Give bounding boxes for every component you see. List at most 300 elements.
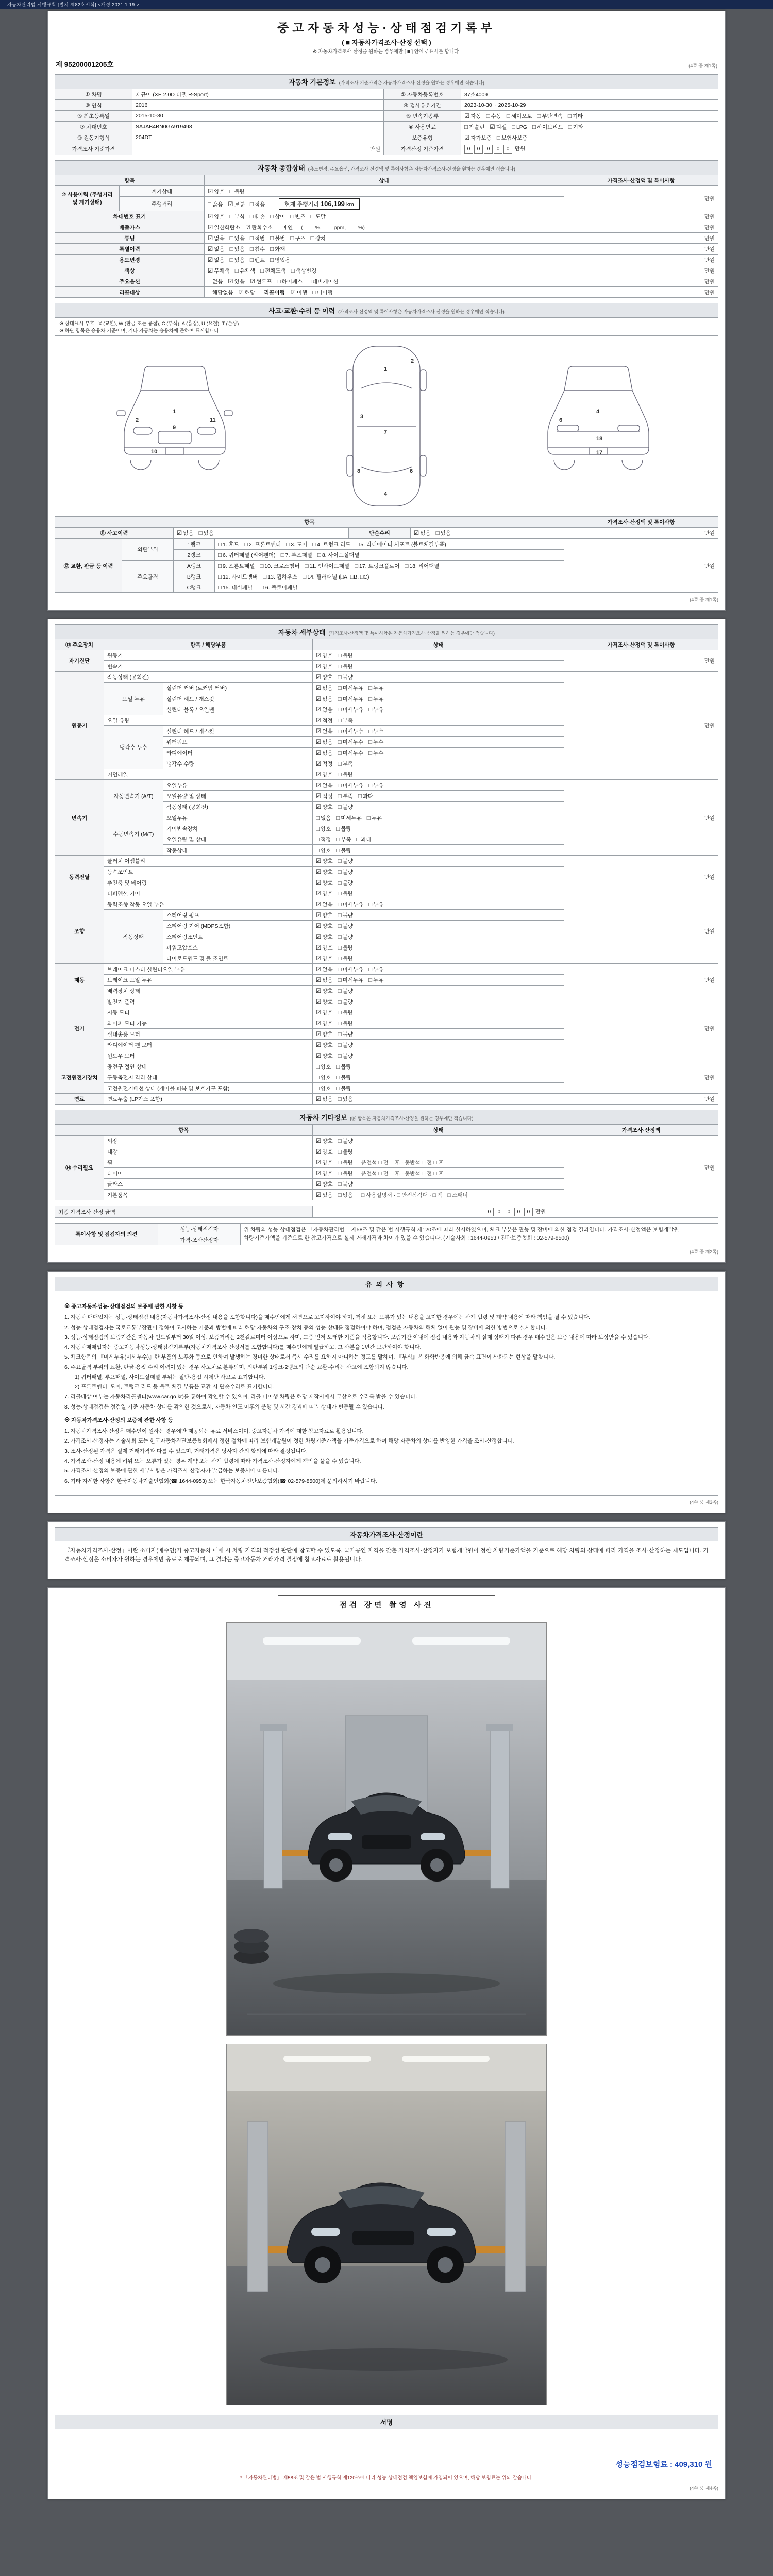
checkbox-checked[interactable]: ☑ 양호 [316, 1138, 333, 1144]
checkbox-checked[interactable]: ☑ 일산화탄소 [208, 224, 241, 231]
checkbox-unchecked[interactable]: □ 있음 [229, 246, 245, 252]
checkbox-unchecked[interactable]: □ 색상변경 [291, 267, 317, 274]
checkbox-unchecked[interactable]: □ 불량 [338, 1159, 353, 1166]
checkbox-unchecked[interactable]: □ 2. 프론트펜더 [244, 541, 281, 548]
checkbox-icon: ☑ [228, 278, 233, 285]
checkbox-unchecked[interactable]: □ 미세누유 [336, 815, 362, 821]
checkbox-unchecked[interactable]: □ 불량 [338, 1042, 353, 1048]
checkbox-unchecked[interactable]: □ 없음 [338, 1192, 353, 1198]
column-header: 항목 [55, 517, 564, 528]
checkbox-unchecked[interactable]: □ 불량 [338, 1181, 353, 1188]
checkbox-unchecked[interactable]: □ 미세누유 [338, 977, 364, 984]
checkbox-unchecked[interactable]: □ 장치 [310, 235, 326, 242]
checkbox-checked[interactable]: ☑ 없음 [316, 728, 333, 735]
checkbox-checked[interactable]: ☑ 양호 [316, 1170, 333, 1177]
checkbox-checked[interactable]: ☑ 없음 [414, 530, 431, 536]
device-group-label: 연료 [55, 1094, 104, 1105]
checkbox-checked[interactable]: ☑ 썬루프 [249, 278, 272, 285]
section-title: 자동차 기타정보 [299, 1114, 347, 1122]
checkbox-unchecked[interactable]: □ 영업용 [270, 257, 291, 263]
accident-history-table [55, 516, 718, 538]
item-label: 작동상태 (공회전) [104, 672, 313, 683]
checkbox-icon: □ [316, 1074, 320, 1081]
checkbox-unchecked[interactable]: □ 불량 [338, 1170, 353, 1177]
checkbox-icon: ☑ [290, 289, 296, 296]
checkbox-checked[interactable]: ☑ 없음 [316, 901, 333, 908]
checkbox-unchecked[interactable]: □ 네비게이션 [308, 278, 339, 285]
checkbox-unchecked[interactable]: □ 미세누수 [338, 750, 364, 756]
price-cell: 만원 [564, 528, 718, 538]
checkbox-unchecked[interactable]: □ 매연 [277, 224, 293, 231]
page-marker: (4쪽 중 제3쪽) [690, 1499, 718, 1505]
checkbox-checked[interactable]: ☑ 적정 [316, 760, 333, 767]
price-cell: 만원 [564, 964, 718, 996]
checkbox-unchecked[interactable]: □ 누수 [368, 728, 384, 735]
checkbox-unchecked[interactable]: □ 불량 [338, 1053, 353, 1059]
device-group-label: 제동 [55, 964, 104, 996]
checkbox-unchecked[interactable]: □ 불량 [338, 934, 353, 940]
checkbox-checked[interactable]: ☑ 양호 [316, 804, 333, 810]
notice-item: 4. 자동차매매업자는 중고자동차성능·상태점검기록부(자동차가격조사·산정서를 포함합니다)를 매수인에게 발급하고, 그 사본을 1년간 보관하여야 합니다. [64, 1344, 422, 1351]
device-group-label: 고전원전기장치 [55, 1061, 104, 1094]
checkbox-checked[interactable]: ☑ 무채색 [208, 267, 230, 274]
checkbox-unchecked[interactable]: □ 없음 [316, 815, 331, 821]
checkbox-icon: ☑ [316, 663, 322, 670]
price-unit: 만원 [514, 145, 526, 152]
checkbox-unchecked[interactable]: □ 수동 [486, 113, 501, 120]
checkbox-checked[interactable]: ☑ 없음 [316, 739, 333, 745]
checkbox-icon: □ [338, 1009, 342, 1016]
checkbox-unchecked[interactable]: □ 13. 휠하우스 [263, 573, 298, 580]
price-cell: 만원 [564, 222, 718, 233]
checkbox-unchecked[interactable]: □ 구조 [290, 235, 306, 242]
checkbox-checked[interactable]: ☑ 양호 [316, 1148, 333, 1155]
checkbox-unchecked[interactable]: □ 11. 인사이드패널 [305, 563, 350, 569]
checkbox-checked[interactable]: ☑ 있음 [316, 1192, 333, 1198]
checkbox-unchecked[interactable]: □ 불량 [338, 1148, 353, 1155]
checkbox-unchecked[interactable]: □ 없음 [208, 278, 223, 285]
group-label: 배출가스 [55, 222, 205, 233]
checkbox-icon: □ [338, 879, 342, 886]
item-label: 충전구 절연 상태 [104, 1061, 313, 1072]
item-label: 내장 [104, 1146, 313, 1157]
checkbox-unchecked[interactable]: □ 부족 [338, 793, 353, 800]
checkbox-unchecked[interactable]: □ 누수 [368, 750, 384, 756]
checkbox-unchecked[interactable]: □ 불량 [338, 923, 353, 929]
checkbox-icon: ☑ [208, 224, 213, 231]
checkbox-unchecked[interactable]: □ 있음 [435, 530, 451, 536]
column-header: 상태 [313, 639, 564, 650]
table-row [55, 100, 718, 111]
item-state [313, 812, 564, 823]
checkbox-unchecked[interactable]: □ 화재 [270, 246, 285, 252]
notice-item: 1. 자동차 매매업자는 성능·상태점검 내용(자동차가격조사·산정 내용을 포함합니다)을 매수인에게 서면으로 고지하여야 하며, 거짓 또는 오류가 있는 내용을 고지한 경우에는 관계 법령 및 계약 내용에 따라 책임을 질 수 있습니다. [64, 1314, 591, 1321]
checkbox-icon: □ [338, 793, 342, 800]
checkbox-checked[interactable]: ☑ 양호 [316, 923, 333, 929]
item-state [313, 1190, 564, 1200]
rank2-parts [215, 550, 564, 561]
checkbox-unchecked[interactable]: □ 불량 [338, 998, 353, 1005]
checkbox-checked[interactable]: ☑ 양호 [316, 1031, 333, 1038]
checkbox-icon: □ [270, 246, 274, 252]
checkbox-icon: □ [338, 869, 342, 875]
price-cell: 만원 [564, 1094, 718, 1105]
amount-digit: 0 [505, 1208, 513, 1216]
checkbox-checked[interactable]: ☑ 없음 [316, 782, 333, 789]
checkbox-unchecked[interactable]: □ 불량 [338, 1020, 353, 1027]
checkbox-icon: □ [316, 825, 320, 832]
section-note: (가격조사·산정액 및 특이사항은 자동차가격조사·산정을 원하는 경우에만 적습니다) [328, 631, 495, 636]
checkbox-icon: □ [310, 213, 314, 220]
checkbox-unchecked[interactable]: □ 하이브리드 [532, 124, 563, 130]
item-state [313, 661, 564, 672]
checkbox-unchecked[interactable]: □ 불량 [336, 825, 351, 832]
checkbox-checked[interactable]: ☑ 양호 [316, 890, 333, 897]
item-label: 계기상태 [120, 186, 205, 197]
checkbox-unchecked[interactable]: □ 누유 [368, 685, 384, 691]
rankC-parts [215, 582, 564, 593]
checkbox-checked[interactable]: ☑ 양호 [316, 988, 333, 994]
checkbox-icon: □ [312, 289, 316, 296]
checkbox-unchecked[interactable]: □ 가솔린 [464, 124, 485, 130]
checkbox-icon: □ [338, 944, 342, 951]
checkbox-unchecked[interactable]: □ 18. 리어패널 [405, 563, 440, 569]
checkbox-checked[interactable]: ☑ 양호 [316, 674, 333, 681]
item-label: 실린더 커버 (로커암 커버) [163, 683, 313, 693]
checkbox-unchecked[interactable]: □ 적음 [249, 201, 265, 208]
checkbox-unchecked[interactable]: □ 기타 [568, 124, 583, 130]
table-row [55, 1094, 718, 1105]
checkbox-checked[interactable]: ☑ 없음 [316, 750, 333, 756]
item-state [313, 834, 564, 845]
item-state [313, 888, 564, 899]
item-state [313, 780, 564, 791]
checkbox-unchecked[interactable]: □ LPG [512, 124, 527, 130]
page-notice [47, 1271, 726, 1513]
checkbox-unchecked[interactable]: □ 부식 [229, 213, 245, 220]
checkbox-unchecked[interactable]: □ 불량 [336, 1074, 351, 1081]
checkbox-icon: □ [356, 541, 360, 548]
item-label: 타이로드엔드 및 볼 조인트 [163, 953, 313, 964]
checkbox-checked[interactable]: ☑ 양호 [316, 1159, 333, 1166]
checkbox-checked[interactable]: ☑ 양호 [316, 1042, 333, 1048]
checkbox-unchecked[interactable]: □ 무단변속 [537, 113, 563, 120]
checkbox-unchecked[interactable]: □ 하이패스 [277, 278, 303, 285]
checkbox-unchecked[interactable]: □ 침수 [249, 246, 265, 252]
checkbox-unchecked[interactable]: □ 양호 [316, 1063, 331, 1070]
checkbox-checked[interactable]: ☑ 양호 [208, 213, 225, 220]
signature-area[interactable] [55, 2429, 718, 2453]
checkbox-unchecked[interactable]: □ 세미오토 [506, 113, 532, 120]
subgroup-label: 주요골격 [122, 561, 174, 593]
checkbox-checked[interactable]: ☑ 없음 [316, 696, 333, 702]
checkbox-icon: □ [338, 1020, 342, 1027]
checkbox-unchecked[interactable]: □ 불량 [338, 988, 353, 994]
checkbox-checked[interactable]: ☑ 양호 [316, 1020, 333, 1027]
checkbox-checked[interactable]: ☑ 이행 [290, 289, 308, 296]
checkbox-unchecked[interactable]: □ 누유 [366, 815, 382, 821]
checkbox-icon: □ [338, 782, 342, 789]
checkbox-icon: □ [338, 771, 342, 778]
checkbox-unchecked[interactable]: □ 불량 [338, 955, 353, 962]
checkbox-icon: ☑ [316, 1181, 322, 1188]
checkbox-checked[interactable]: ☑ 없음 [208, 235, 225, 242]
checkbox-icon: ☑ [316, 1138, 322, 1144]
checkbox-icon: □ [338, 858, 342, 865]
checkbox-checked[interactable]: ☑ 양호 [208, 188, 225, 195]
table-row [55, 856, 718, 867]
price-cell: 만원 [564, 276, 718, 287]
checkbox-icon: ☑ [316, 1192, 322, 1198]
checkbox-checked[interactable]: ☑ 양호 [316, 955, 333, 962]
checkbox-unchecked[interactable]: □ 불량 [338, 1138, 353, 1144]
checkbox-unchecked[interactable]: □ 3. 도어 [286, 541, 308, 548]
checkbox-checked[interactable]: ☑ 적정 [316, 793, 333, 800]
checkbox-checked[interactable]: ☑ 양호 [316, 998, 333, 1005]
item-label: 추진축 및 베어링 [104, 877, 313, 888]
checkbox-icon: □ [286, 541, 290, 548]
checkbox-unchecked[interactable]: □ 15. 대쉬패널 [218, 584, 253, 591]
checkbox-unchecked[interactable]: □ 미세누유 [338, 901, 364, 908]
checkbox-icon: ☑ [316, 739, 322, 745]
checkbox-unchecked[interactable]: □ 불량 [338, 663, 353, 670]
checkbox-unchecked[interactable]: □ 양호 [316, 847, 331, 854]
checkbox-checked[interactable]: ☑ 양호 [316, 869, 333, 875]
checkbox-unchecked[interactable]: □ 불량 [338, 804, 353, 810]
checkbox-checked[interactable]: ☑ 양호 [316, 934, 333, 940]
checkbox-unchecked[interactable]: □ 불량 [338, 879, 353, 886]
checkbox-unchecked[interactable]: □ 누유 [368, 966, 384, 973]
checkbox-unchecked[interactable]: □ 9. 프론트패널 [218, 563, 255, 569]
checkbox-checked[interactable]: ☑ 없음 [177, 530, 194, 536]
table-row [55, 111, 718, 122]
table-row [55, 1136, 718, 1146]
checkbox-icon: □ [229, 246, 233, 252]
checkbox-unchecked[interactable]: □ 10. 크로스멤버 [260, 563, 300, 569]
group-label: 튜닝 [55, 233, 205, 244]
checkbox-unchecked[interactable]: □ 상이 [270, 213, 285, 220]
checkbox-unchecked[interactable]: □ 12. 사이드멤버 [218, 573, 258, 580]
checkbox-unchecked[interactable]: □ 도말 [310, 213, 326, 220]
checkbox-checked[interactable]: ☑ 양호 [316, 879, 333, 886]
checkbox-checked[interactable]: ☑ 적정 [316, 717, 333, 724]
panel-number: 2 [136, 417, 139, 423]
checkbox-unchecked[interactable]: □ 과다 [356, 836, 372, 843]
vin-marking-options [205, 211, 564, 222]
checkbox-unchecked[interactable]: □ 불량 [338, 944, 353, 951]
checkbox-icon: □ [229, 257, 233, 263]
checkbox-unchecked[interactable]: □ 4. 트렁크 리드 [312, 541, 351, 548]
checkbox-checked[interactable]: ☑ 양호 [316, 1053, 333, 1059]
checkbox-unchecked[interactable]: □ 7. 루프패널 [280, 552, 312, 558]
checkbox-unchecked[interactable]: □ 불량 [338, 890, 353, 897]
item-state [313, 975, 564, 986]
checkbox-checked[interactable]: ☑ 없음 [208, 246, 225, 252]
checkbox-unchecked[interactable]: □ 14. 필러패널 (□A, □B, □C) [303, 573, 369, 580]
checkbox-unchecked[interactable]: □ 과다 [358, 793, 374, 800]
checkbox-checked[interactable]: ☑ 없음 [316, 977, 333, 984]
item-label: 등속조인트 [104, 867, 313, 877]
checkbox-unchecked[interactable]: □ 불량 [338, 674, 353, 681]
checkbox-unchecked[interactable]: □ 불량 [338, 771, 353, 778]
form-code-text: 자동차관리법 시행규칙 [별지 제82호서식] <개정 2021.1.19.> [7, 2, 140, 7]
checkbox-icon: ☑ [316, 750, 322, 756]
checkbox-checked[interactable]: ☑ 양호 [316, 858, 333, 865]
checkbox-unchecked[interactable]: □ 16. 플로어패널 [258, 584, 298, 591]
item-state [313, 683, 564, 693]
checkbox-icon: □ [229, 213, 233, 220]
checkbox-unchecked[interactable]: □ 불법 [270, 235, 285, 242]
rankA-parts [215, 561, 564, 571]
checkbox-unchecked[interactable]: □ 있음 [198, 530, 214, 536]
checkbox-checked[interactable]: ☑ 양호 [316, 652, 333, 659]
price-cell: 만원 [564, 244, 718, 255]
checkbox-unchecked[interactable]: □ 적법 [249, 235, 265, 242]
checkbox-unchecked[interactable]: □ 렌트 [249, 257, 265, 263]
section-misc-header [55, 1110, 718, 1124]
checkbox-icon: □ [338, 652, 342, 659]
checkbox-checked[interactable]: ☑ 없음 [208, 257, 225, 263]
checkbox-unchecked[interactable]: □ 유채색 [234, 267, 256, 274]
signature-section-label: 서명 [55, 2415, 718, 2429]
item-state [313, 986, 564, 996]
checkbox-unchecked[interactable]: □ 5. 라디에이터 서포트 (볼트체결부품) [356, 541, 446, 548]
checkbox-unchecked[interactable]: □ 부족 [336, 836, 351, 843]
checkbox-unchecked[interactable]: □ 불량 [336, 847, 351, 854]
checkbox-checked[interactable]: ☑ 양호 [316, 912, 333, 919]
checkbox-checked[interactable]: ☑ 있음 [228, 278, 245, 285]
checkbox-unchecked[interactable]: □ 기타 [567, 113, 583, 120]
checkbox-icon: ☑ [316, 771, 322, 778]
checkbox-unchecked[interactable]: □ 불량 [338, 1009, 353, 1016]
checkbox-unchecked[interactable]: □ 미세누유 [338, 696, 364, 702]
checkbox-icon: ☑ [316, 706, 322, 713]
checkbox-checked[interactable]: ☑ 자동 [464, 113, 481, 120]
checkbox-icon: □ [338, 1031, 342, 1038]
checkbox-unchecked[interactable]: □ 훼손 [249, 213, 265, 220]
transmission-options [461, 111, 718, 122]
checkbox-unchecked[interactable]: □ 있음 [229, 235, 245, 242]
checkbox-unchecked[interactable]: □ 많음 [208, 201, 223, 208]
checkbox-checked[interactable]: ☑ 없음 [316, 706, 333, 713]
checkbox-unchecked[interactable]: □ 불량 [338, 1031, 353, 1038]
checkbox-unchecked[interactable]: □ 8. 사이드실패널 [317, 552, 360, 558]
checkbox-unchecked[interactable]: □ 보험사보증 [496, 134, 528, 141]
checkbox-unchecked[interactable]: □ 누유 [368, 901, 384, 908]
checkbox-unchecked[interactable]: □ 누유 [368, 706, 384, 713]
checkbox-icon: ☑ [316, 1053, 322, 1059]
checkbox-checked[interactable]: ☑ 디젤 [490, 124, 507, 130]
checkbox-unchecked[interactable]: □ 불량 [338, 869, 353, 875]
item-state [313, 1094, 564, 1105]
device-group-label: 조향 [55, 899, 104, 964]
checkbox-unchecked[interactable]: □ 불량 [336, 1085, 351, 1092]
checkbox-unchecked[interactable]: □ 미세누유 [338, 706, 364, 713]
checkbox-unchecked[interactable]: □ 양호 [316, 825, 331, 832]
checkbox-unchecked[interactable]: □ 불량 [338, 652, 353, 659]
checkbox-unchecked[interactable]: □ 전체도색 [260, 267, 286, 274]
checkbox-unchecked[interactable]: □ 17. 트렁크플로어 [355, 563, 400, 569]
checkbox-icon: □ [312, 541, 316, 548]
checkbox-unchecked[interactable]: □ 부족 [338, 760, 353, 767]
checkbox-checked[interactable]: ☑ 없음 [316, 685, 333, 691]
checkbox-unchecked[interactable]: □ 양호 [316, 1074, 331, 1081]
checkbox-unchecked[interactable]: □ 있음 [229, 257, 245, 263]
checkbox-unchecked[interactable]: □ 부족 [338, 717, 353, 724]
checkbox-checked[interactable]: ☑ 없음 [316, 966, 333, 973]
section-basic-header [55, 74, 718, 89]
checkbox-unchecked[interactable]: □ 양호 [316, 1085, 331, 1092]
checkbox-checked[interactable]: ☑ 양호 [316, 1181, 333, 1188]
group-label: 차대번호 표기 [55, 211, 205, 222]
checkbox-unchecked[interactable]: □ 미세누수 [338, 728, 364, 735]
table-row [55, 672, 718, 683]
checkbox-unchecked[interactable]: □ 해당없음 [208, 289, 233, 296]
checkbox-unchecked[interactable]: □ 적정 [316, 836, 331, 843]
checkbox-unchecked[interactable]: □ 6. 쿼터패널 (리어펜더) [218, 552, 276, 558]
rank-label: C랭크 [174, 582, 215, 593]
checkbox-icon: ☑ [316, 1096, 322, 1103]
price-cell: 만원 [564, 287, 718, 298]
table-row [55, 265, 718, 276]
checkbox-unchecked[interactable]: □ 누유 [368, 977, 384, 984]
checkbox-checked[interactable]: ☑ 양호 [316, 944, 333, 951]
checkbox-unchecked[interactable]: □ 1. 후드 [218, 541, 239, 548]
section-note: (용도변경, 주요옵션, 가격조사·산정액 및 특이사항은 자동차가격조사·산정을 원하는 경우에만 적습니다) [308, 166, 515, 172]
checkbox-checked[interactable]: ☑ 탄화수소 [245, 224, 273, 231]
checkbox-checked[interactable]: ☑ 양호 [316, 663, 333, 670]
checkbox-unchecked[interactable]: □ 누수 [368, 739, 384, 745]
checkbox-checked[interactable]: ☑ 없음 [316, 1096, 333, 1103]
checkbox-unchecked[interactable]: □ 불량 [338, 858, 353, 865]
checkbox-unchecked[interactable]: □ 누유 [368, 782, 384, 789]
notice-title: 유의사항 [365, 1281, 408, 1289]
summary-table [55, 175, 718, 298]
final-amount-value [313, 1206, 718, 1218]
checkbox-icon: □ [234, 267, 239, 274]
group-label: ⑩ 사용이력 (주행거리 및 계기상태) [55, 186, 120, 211]
checkbox-unchecked[interactable]: □ 미세누수 [338, 739, 364, 745]
checkbox-icon: □ [338, 1096, 342, 1103]
checkbox-unchecked[interactable]: □ 변조 [290, 213, 306, 220]
table-row [55, 186, 718, 197]
checkbox-checked[interactable]: ☑ 양호 [316, 1009, 333, 1016]
checkbox-icon: ☑ [208, 257, 213, 263]
checkbox-checked[interactable]: ☑ 해당 [238, 289, 256, 296]
checkbox-unchecked[interactable]: □ 미세누유 [338, 966, 364, 973]
current-mileage-value: 106,199 [320, 199, 345, 208]
checkbox-unchecked[interactable]: □ 미세누유 [338, 685, 364, 691]
checkbox-icon: □ [338, 1159, 342, 1166]
checkbox-unchecked[interactable]: □ 있음 [338, 1096, 353, 1103]
item-state [313, 1083, 564, 1094]
checkbox-unchecked[interactable]: □ 불량 [229, 188, 245, 195]
tire-stack [234, 1929, 269, 1964]
checkbox-checked[interactable]: ☑ 자가보증 [464, 134, 492, 141]
notice-item: 3. 성능·상태점검의 보증기간은 자동차 인도일부터 30일 이상, 보증거리는 2천킬로미터 이상으로 하며, 그중 먼저 도래한 기준을 적용합니다. 보증기간 이내에 점검 내용과 자동차의 실제 상태가 다른 경우 매수인은 보증 내용에 따라 보상받을 수 있습니다. [64, 1334, 650, 1341]
checkbox-unchecked[interactable]: □ 불량 [338, 912, 353, 919]
item-label: 고전원전기배선 상태 (케이블 피복 및 보호기구 포함) [104, 1083, 313, 1094]
checkbox-checked[interactable]: ☑ 보통 [228, 201, 245, 208]
checkbox-checked[interactable]: ☑ 양호 [316, 771, 333, 778]
checkbox-unchecked[interactable]: □ 미세누유 [338, 782, 364, 789]
simple-repair-options [411, 528, 564, 538]
checkbox-unchecked[interactable]: □ 누유 [368, 696, 384, 702]
checkbox-unchecked[interactable]: □ 불량 [336, 1063, 351, 1070]
item-label: 스티어링 펌프 [163, 910, 313, 921]
item-label: 브레이크 오일 누유 [104, 975, 313, 986]
checkbox-unchecked[interactable]: □ 미이행 [312, 289, 333, 296]
